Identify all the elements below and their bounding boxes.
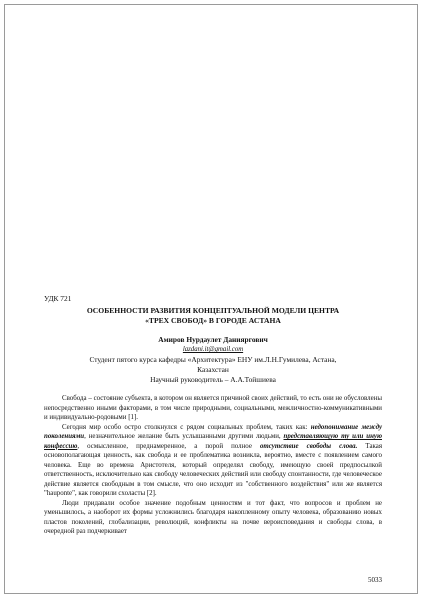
supervisor: Научный руководитель – А.А.Тойшиева — [150, 375, 276, 384]
author-email[interactable]: lazdani.it@gmail.com — [182, 346, 244, 353]
author-name: Амиров Нурдаулет Данияргович — [158, 335, 268, 344]
paragraph-2-part-e: , осмысленное, преднамеренное, а порой полное — [77, 442, 260, 450]
paper-title — [44, 306, 382, 326]
paper-body — [44, 394, 382, 537]
author-affiliation-line-2: Казахстан — [197, 365, 229, 374]
paragraph-2-part-c: , незначительное желание быть услышанными другими людьми, — [84, 433, 284, 440]
paragraph-2 — [44, 423, 382, 499]
author-block — [44, 335, 382, 385]
title-line-2: «ТРЕХ СВОБОД» В ГОРОДЕ АСТАНА — [145, 316, 281, 325]
author-affiliation-line-1: Студент пятого курса кафедры «Архитектура» ЕНУ им.Л.Н.Гумилева, Астана, — [89, 355, 337, 364]
paragraph-1: Свобода – состояние субъекта, в котором он является причиной своих действий, то есть они не обусловлены непосредственно иными факторами, в том числе природными, социальными, межличностно-коммуникативными и индивидуально-родовыми [1]. — [44, 395, 382, 421]
emphasis-confession: представляющую ту или иную конфессию — [44, 433, 382, 450]
page-number: 5033 — [368, 576, 382, 584]
paragraph-2-part-a: Сегодня мир особо остро столкнулся с рядом социальных проблем, таких как: — [62, 423, 311, 431]
title-line-1: ОСОБЕННОСТИ РАЗВИТИЯ КОНЦЕПТУАЛЬНОЙ МОДЕЛИ ЦЕНТРА — [86, 306, 340, 315]
udk-code: УДК 721 — [44, 294, 72, 303]
emphasis-generations: недопонимание между поколениями — [44, 423, 383, 440]
paragraph-3: Люди придавали особое значение подобным ценностям и тот факт, что вопросов и проблем не уменьшилось, а наоборот их формы усложнились благодаря накопленному опыту человека, образованию новых пластов поколений, глобализации, революций, конфликты на почве вероисповедания и свободы слова, в очередной раз подчеркивает — [44, 499, 382, 535]
emphasis-freedom-of-speech: отсутствие свободы слова. — [259, 442, 358, 450]
paragraph-2-part-g: Такая основополагающая ценность, как свобода и ее проблематика возникла, вероятно, вместе с появлением самого человека. Еще во времена Аристотеля, который определял свободу, имеющую своей предпосылкой ответственность, исключительно как свободу человеческих действий или свободу спонтанности, где человеческое действие является свободным в том смысле, что оно исходит из "собственного воздействия" или же является "hauponte", как говорили схоласты [2]. — [44, 442, 382, 497]
